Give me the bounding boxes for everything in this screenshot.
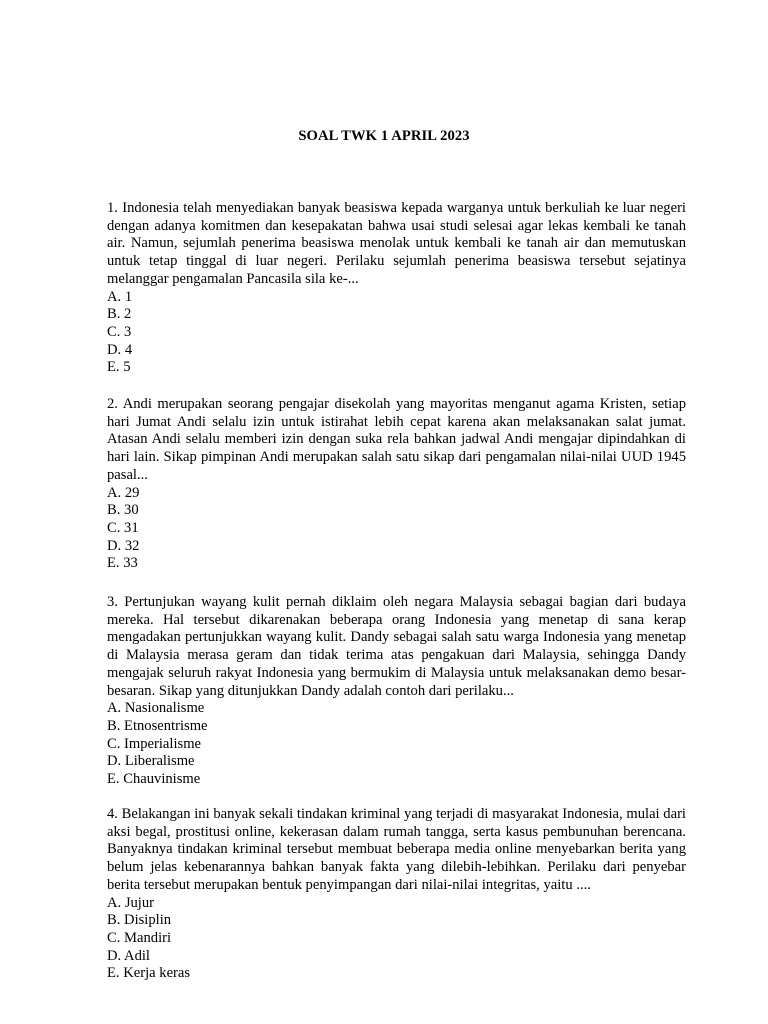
option-b: B. 30 xyxy=(107,502,139,519)
option-d: D. 32 xyxy=(107,537,140,554)
option-c: C. Mandiri xyxy=(107,929,172,946)
option-e: E. Kerja keras xyxy=(107,965,191,982)
option-c: C. Imperialisme xyxy=(107,735,202,752)
option-c: C. 3 xyxy=(107,323,132,340)
question-3 xyxy=(107,594,686,789)
question-text: 4. Belakangan ini banyak sekali tindakan kriminal yang terjadi di masyarakat Indonesia, mulai dari aksi begal, prostitusi online, kekerasan dalam rumah tangga, serta kasus pembunuhan berencana. Banyaknya tindakan kriminal tersebut membuat beberapa media online menyebarkan berita yang belum jelas kebenarannya bahkan banyak fakta yang dilebih-lebihkan. Perilaku dari penyebar berita tersebut merupakan bentuk penyimpangan dari nilai-nilai integritas, yaitu .... xyxy=(107,806,686,893)
option-e: E. Chauvinisme xyxy=(107,771,201,788)
question-text: 1. Indonesia telah menyediakan banyak beasiswa kepada warganya untuk berkuliah ke luar negeri dengan adanya komitmen dan kesepakatan bahwa usai studi selesai agar lekas kembali ke tanah air. Namun, sejumlah penerima beasiswa menolak untuk kembali ke tanah air dan memutuskan untuk tetap tinggal di luar negeri. Perilaku sejumlah penerima beasiswa tersebut sejatinya melanggar pengamalan Pancasila sila ke-... xyxy=(107,200,686,287)
question-4 xyxy=(107,806,686,983)
option-a: A. 1 xyxy=(107,288,133,305)
option-b: B. Etnosentrisme xyxy=(107,717,208,734)
option-d: D. Adil xyxy=(107,947,150,964)
question-text: 2. Andi merupakan seorang pengajar disekolah yang mayoritas menganut agama Kristen, setiap hari Jumat Andi selalu izin untuk istirahat lebih cepat karena akan melaksanakan salat jumat. Atasan Andi selalu memberi izin dengan suka rela bahkan jadwal Andi mengajar dipindahkan di hari lain. Sikap pimpinan Andi merupakan salah satu sikap dari pengamalan nilai-nilai UUD 1945 pasal... xyxy=(107,396,686,483)
option-c: C. 31 xyxy=(107,519,139,536)
document-title: SOAL TWK 1 APRIL 2023 xyxy=(298,128,470,144)
question-text: 3. Pertunjukan wayang kulit pernah diklaim oleh negara Malaysia sebagai bagian dari budaya mereka. Hal tersebut dikarenakan beberapa orang Indonesia yang menetap di sana kerap mengadakan pertunjukkan wayang kulit. Dandy sebagai salah satu warga Indonesia yang menetap di Malaysia merasa geram dan tidak terima atas pengakuan dari Malaysia, sehingga Dandy mengajak seluruh rakyat Indonesia yang bermukim di Malaysia untuk melaksanakan demo besar-besaran. Sikap yang ditunjukkan Dandy adalah contoh dari perilaku... xyxy=(107,594,686,699)
option-a: A. Nasionalisme xyxy=(107,700,205,717)
option-d: D. Liberalisme xyxy=(107,753,195,770)
option-b: B. Disiplin xyxy=(107,912,172,929)
question-1 xyxy=(107,200,686,377)
option-a: A. 29 xyxy=(107,484,140,501)
option-e: E. 5 xyxy=(107,359,131,376)
option-d: D. 4 xyxy=(107,341,133,358)
question-2 xyxy=(107,396,686,573)
option-a: A. Jujur xyxy=(107,894,155,911)
option-b: B. 2 xyxy=(107,306,132,323)
option-e: E. 33 xyxy=(107,555,138,572)
